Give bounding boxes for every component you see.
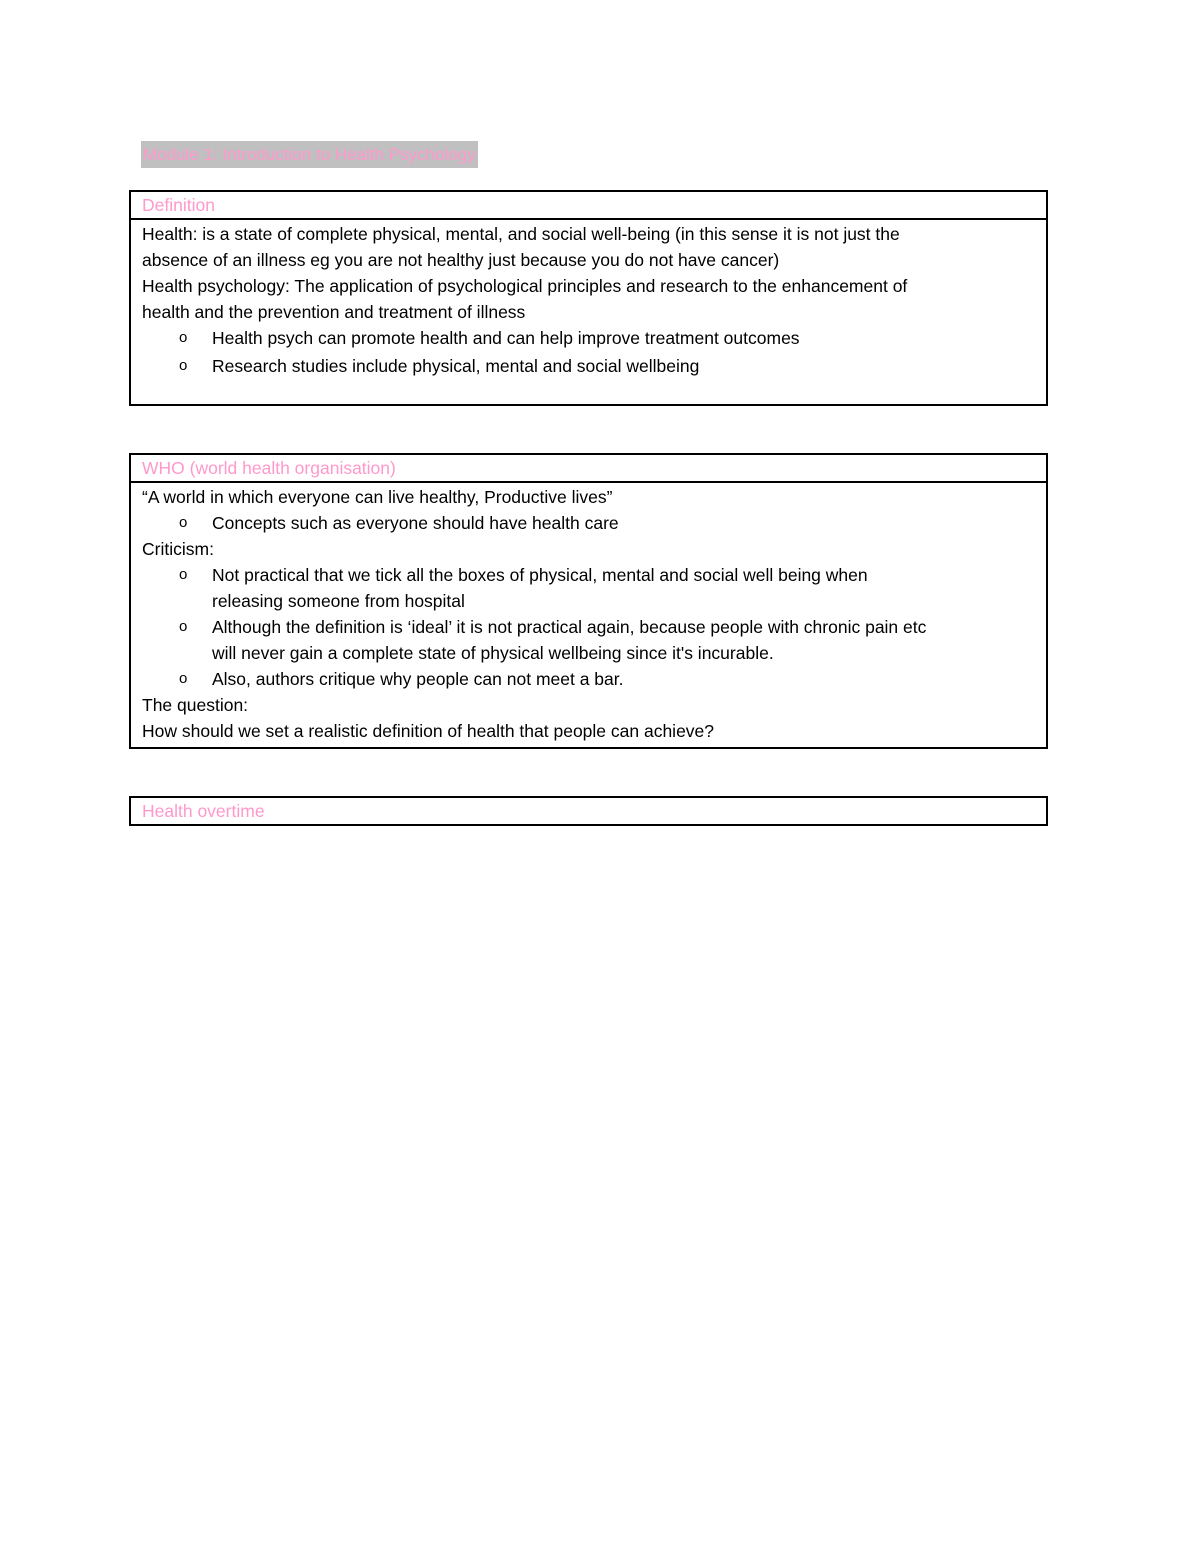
list-item-text: Also, authors critique why people can not meet a bar.: [212, 669, 624, 689]
list-item-text: Health psych can promote health and can help improve treatment outcomes: [212, 328, 800, 348]
bullet-marker: o: [179, 618, 188, 635]
list-item-text: Not practical that we tick all the boxes of physical, mental and social well being when: [212, 565, 868, 585]
bullet-marker: o: [179, 514, 188, 531]
section-heading-who: WHO (world health organisation): [131, 455, 1046, 483]
text-line: Health: is a state of complete physical, mental, and social well-being (in this sense it is not just the: [142, 224, 900, 244]
who-body: [131, 483, 1046, 744]
text-line: Health psychology: The application of psychological principles and research to the enhancement of: [142, 276, 908, 296]
list-item: [142, 510, 1035, 536]
list-item-text: releasing someone from hospital: [212, 591, 465, 611]
text-line: health and the prevention and treatment of illness: [142, 302, 526, 322]
question-label: The question:: [142, 695, 249, 715]
question-text: How should we set a realistic definition of health that people can achieve?: [142, 721, 715, 741]
list-item: [142, 666, 1035, 692]
list-item: [142, 353, 1035, 379]
bullet-marker: o: [179, 566, 188, 583]
list-item: [142, 614, 1035, 666]
list-item: [142, 325, 1035, 351]
text-line: absence of an illness eg you are not healthy just because you do not have cancer): [142, 250, 780, 270]
list-item-text: Research studies include physical, mental and social wellbeing: [212, 356, 700, 376]
bullet-marker: o: [179, 670, 188, 687]
health-overtime-section: [129, 796, 1048, 826]
bullet-marker: o: [179, 357, 188, 374]
definition-section: [129, 190, 1048, 406]
criticism-label: Criticism:: [142, 539, 214, 559]
quote-text: “A world in which everyone can live healthy, Productive lives”: [142, 487, 613, 507]
who-section: [129, 453, 1048, 749]
bullet-marker: o: [179, 329, 188, 346]
definition-body: [131, 220, 1046, 379]
page-title: Module 1: Introduction to Health Psychology: [141, 141, 478, 168]
list-item-text: Concepts such as everyone should have health care: [212, 513, 619, 533]
section-heading-definition: Definition: [131, 192, 1046, 220]
list-item-text: Although the definition is ‘ideal’ it is not practical again, because people with chronic pain etc: [212, 617, 927, 637]
list-item-text: will never gain a complete state of physical wellbeing since it's incurable.: [212, 643, 774, 663]
list-item: [142, 562, 1035, 614]
section-heading-health-overtime: Health overtime: [142, 801, 265, 821]
